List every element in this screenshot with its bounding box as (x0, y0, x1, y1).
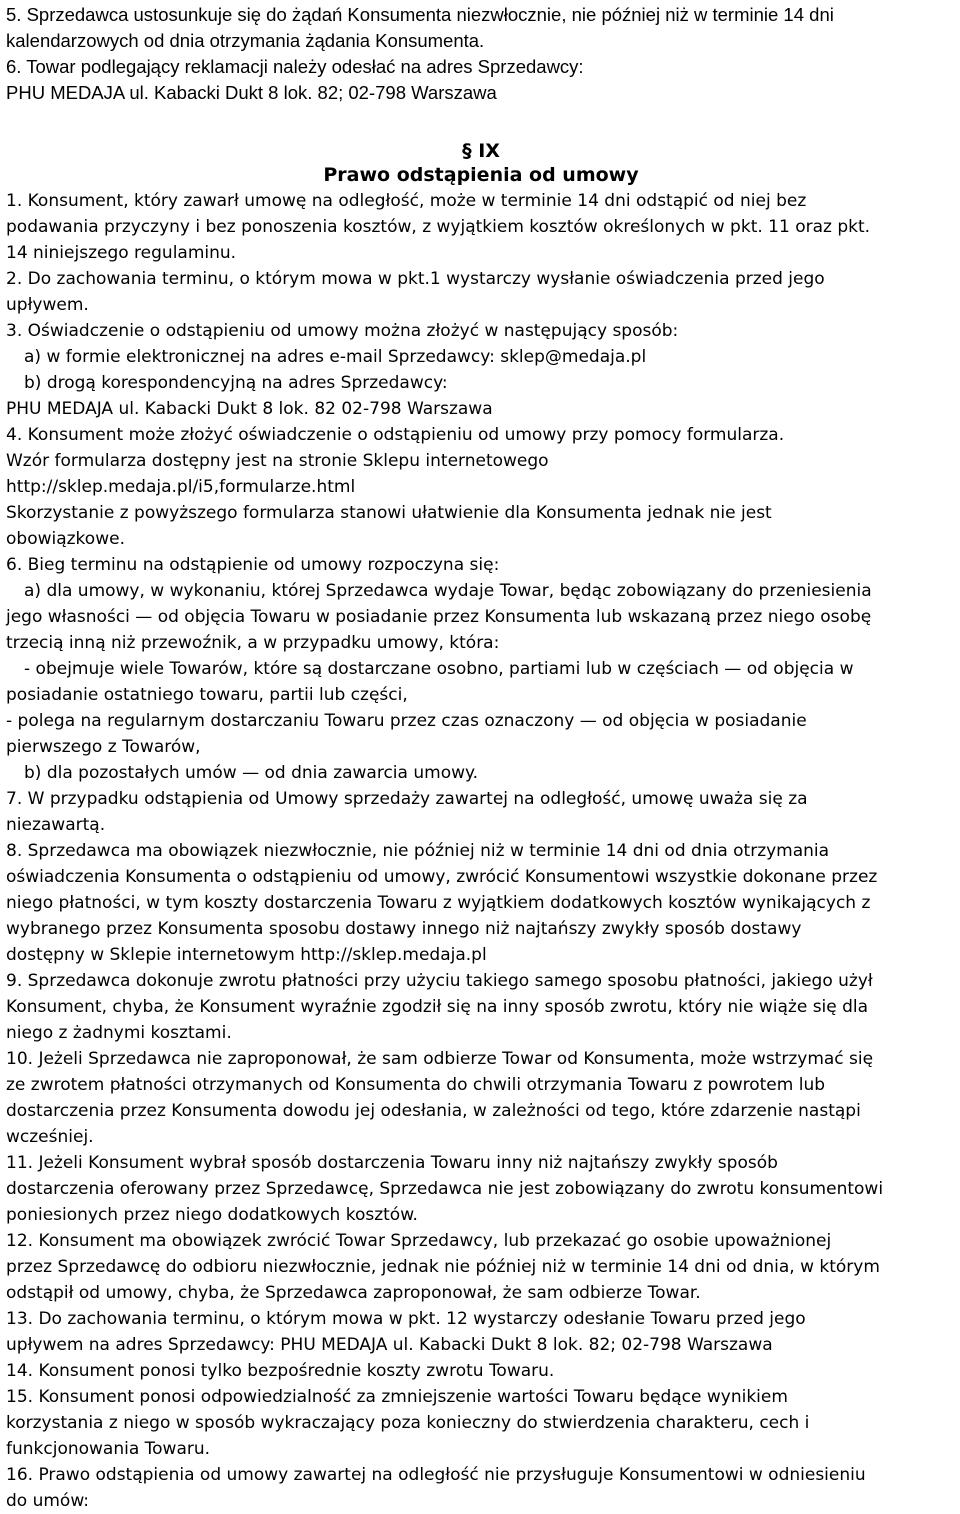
text-line: 7. W przypadku odstąpienia od Umowy sprzedaży zawartej na odległość, umowę uważa się za (6, 789, 808, 809)
section-body (6, 188, 956, 1514)
text-line: b) dla pozostałych umów — od dnia zawarcia umowy. (24, 763, 479, 783)
text-line: Konsument, chyba, że Konsument wyraźnie zgodził się na inny sposób zwrotu, który nie wiąże się dla (6, 997, 869, 1017)
text-line: 8. Sprzedawca ma obowiązek niezwłocznie, nie później niż w terminie 14 dni od dnia otrzymania (6, 841, 830, 861)
text-line: 1. Konsument, który zawarł umowę na odległość, może w terminie 14 dni odstąpić od niej bez (6, 191, 807, 211)
text-line: oświadczenia Konsumenta o odstąpieniu od umowy, zwrócić Konsumentowi wszystkie dokonane przez (6, 867, 878, 887)
text-line: trzecią inną niż przewoźnik, a w przypadku umowy, która: (6, 633, 500, 653)
text-line: 6. Towar podlegający reklamacji należy odesłać na adres Sprzedawcy: (6, 56, 584, 77)
text-line: - obejmuje wiele Towarów, które są dostarczane osobno, partiami lub w częściach — od objęcia w (24, 659, 854, 679)
text-line: poniesionych przez niego dodatkowych kosztów. (6, 1205, 418, 1225)
text-line: 9. Sprzedawca dokonuje zwrotu płatności przy użyciu takiego samego sposobu płatności, jakiego użył (6, 971, 873, 991)
text-line: dostarczenia oferowany przez Sprzedawcę, Sprzedawca nie jest zobowiązany do zwrotu konsumentowi (6, 1179, 884, 1199)
text-line: 14. Konsument ponosi tylko bezpośrednie koszty zwrotu Towaru. (6, 1361, 555, 1381)
text-line: 4. Konsument może złożyć oświadczenie o odstąpieniu od umowy przy pomocy formularza. (6, 425, 785, 445)
text-line: - polega na regularnym dostarczaniu Towaru przez czas oznaczony — od objęcia w posiadanie (6, 711, 807, 731)
text-line: podawania przyczyny i bez ponoszenia kosztów, z wyjątkiem kosztów określonych w pkt. 11 oraz pkt. (6, 217, 871, 237)
text-line: do umów: (6, 1491, 90, 1511)
text-line: ze zwrotem płatności otrzymanych od Konsumenta do chwili otrzymania Towaru z powrotem lub (6, 1075, 826, 1095)
text-line: 12. Konsument ma obowiązek zwrócić Towar Sprzedawcy, lub przekazać go osobie upoważnionej (6, 1231, 832, 1251)
text-line: pierwszego z Towarów, (6, 737, 201, 757)
text-line: kalendarzowych od dnia otrzymania żądania Konsumenta. (6, 30, 485, 51)
text-line: dostępny w Sklepie internetowym http://sklep.medaja.pl (6, 945, 487, 965)
text-line: b) drogą korespondencyjną na adres Sprzedawcy: (24, 373, 448, 393)
section-header (6, 138, 956, 188)
text-line: dostarczenia przez Konsumenta dowodu jej odesłania, w zależności od tego, które zdarzenie nastąpi (6, 1101, 861, 1121)
text-line: niego płatności, w tym koszty dostarczenia Towaru z wyjątkiem dodatkowych kosztów wynikających z (6, 893, 871, 913)
text-line: obowiązkowe. (6, 529, 125, 549)
text-line: 3. Oświadczenie o odstąpieniu od umowy można złożyć w następujący sposób: (6, 321, 679, 341)
text-line: korzystania z niego w sposób wykraczający poza konieczny do stwierdzenia charakteru, cech i (6, 1413, 810, 1433)
text-line: Skorzystanie z powyższego formularza stanowi ułatwienie dla Konsumenta jednak nie jest (6, 503, 772, 523)
text-line: upływem na adres Sprzedawcy: PHU MEDAJA ul. Kabacki Dukt 8 lok. 82; 02-798 Warszawa (6, 1335, 773, 1355)
text-line: 13. Do zachowania terminu, o którym mowa w pkt. 12 wystarczy odesłanie Towaru przed jego (6, 1309, 806, 1329)
text-line: niego z żadnymi kosztami. (6, 1023, 232, 1043)
text-line: 6. Bieg terminu na odstąpienie od umowy rozpoczyna się: (6, 555, 500, 575)
text-line: funkcjonowania Towaru. (6, 1439, 211, 1459)
text-line: PHU MEDAJA ul. Kabacki Dukt 8 lok. 82; 02-798 Warszawa (6, 82, 497, 103)
text-line: 16. Prawo odstąpienia od umowy zawartej na odległość nie przysługuje Konsumentowi w odniesieniu (6, 1465, 866, 1485)
text-line: 2. Do zachowania terminu, o którym mowa w pkt.1 wystarczy wysłanie oświadczenia przed jego (6, 269, 825, 289)
text-line: odstąpił od umowy, chyba, że Sprzedawca zaproponował, że sam odbierze Towar. (6, 1283, 701, 1303)
text-line: wcześniej. (6, 1127, 94, 1147)
text-line: niezawartą. (6, 815, 106, 835)
text-line: 15. Konsument ponosi odpowiedzialność za zmniejszenie wartości Towaru będące wynikiem (6, 1387, 788, 1407)
text-line: a) dla umowy, w wykonaniu, której Sprzedawca wydaje Towar, będąc zobowiązany do przeniesienia (24, 581, 872, 601)
text-line: 10. Jeżeli Sprzedawca nie zaproponował, że sam odbierze Towar od Konsumenta, może wstrzymać się (6, 1049, 874, 1069)
link-text: http://sklep.medaja.pl/i5,formularze.html (6, 477, 356, 497)
text-line: upływem. (6, 295, 89, 315)
text-line: posiadanie ostatniego towaru, partii lub części, (6, 685, 408, 705)
text-line: a) w formie elektronicznej na adres e-mail Sprzedawcy: sklep@medaja.pl (24, 347, 647, 367)
text-line: przez Sprzedawcę do odbioru niezwłocznie, jednak nie później niż w terminie 14 dni od dnia, w którym (6, 1257, 880, 1277)
text-line: PHU MEDAJA ul. Kabacki Dukt 8 lok. 82 02-798 Warszawa (6, 399, 493, 419)
top-paragraph (6, 2, 956, 106)
spacer (6, 106, 956, 132)
section-number: § IX (462, 140, 500, 162)
text-line: jego własności — od objęcia Towaru w posiadanie przez Konsumenta lub wskazaną przez niego osobę (6, 607, 872, 627)
document-page (6, 2, 956, 1514)
text-line: 5. Sprzedawca ustosunkuje się do żądań Konsumenta niezwłocznie, nie później niż w terminie 14 dni (6, 4, 834, 25)
text-line: 14 niniejszego regulaminu. (6, 243, 237, 263)
text-line: 11. Jeżeli Konsument wybrał sposób dostarczenia Towaru inny niż najtańszy zwykły sposób (6, 1153, 778, 1173)
text-line: wybranego przez Konsumenta sposobu dostawy innego niż najtańszy zwykły sposób dostawy (6, 919, 802, 939)
text-line: Wzór formularza dostępny jest na stronie Sklepu internetowego (6, 451, 549, 471)
section-title: Prawo odstąpienia od umowy (323, 164, 639, 186)
